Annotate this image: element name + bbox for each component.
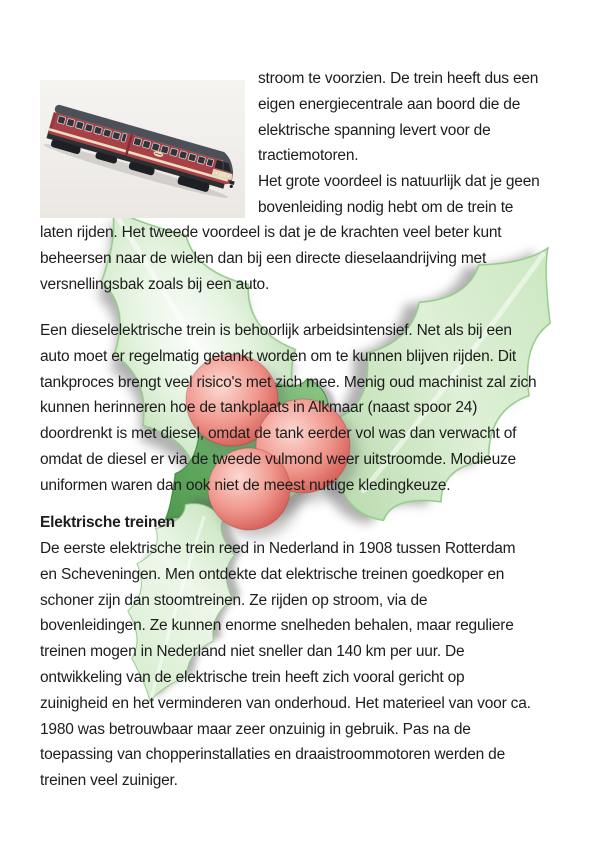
text-line: uniformen waren dan ook niet de meest nuttige kledingkeuze. bbox=[40, 476, 451, 494]
text-line: Het grote voordeel is natuurlijk dat je geen bbox=[258, 173, 540, 191]
text-line: bovenleidingen. Ze kunnen enorme snelheden behalen, maar reguliere bbox=[40, 617, 514, 635]
text-line: zuinigheid en het verminderen van onderhoud. Het materieel van voor ca. bbox=[40, 694, 531, 712]
text-line: De eerste elektrische trein reed in Nederland in 1908 tussen Rotterdam bbox=[40, 540, 516, 557]
text-line: stroom te voorzien. De trein heeft dus een bbox=[258, 70, 539, 87]
section-heading: Elektrische treinen bbox=[40, 514, 175, 531]
text-line: treinen veel zuiniger. bbox=[40, 772, 178, 790]
text-line: treinen mogen in Nederland niet sneller dan 140 km per uur. De bbox=[40, 643, 465, 661]
text-line: doordrenkt is met diesel, omdat de tank eerder vol was dan verwacht of bbox=[40, 425, 517, 443]
text-line: versnellingsbak zoals bij een auto. bbox=[40, 275, 270, 293]
text-line: bovenleiding nodig hebt om de trein te bbox=[258, 198, 514, 216]
text-line: toepassing van chopperinstallaties en draaistroommotoren werden de bbox=[40, 746, 505, 764]
text-line: 1980 was betrouwbaar maar zeer onzuinig in gebruik. Pas na de bbox=[40, 720, 471, 738]
train-photo bbox=[40, 80, 245, 218]
text-line: en Scheveningen. Men ontdekte dat elektrische treinen goedkoper en bbox=[40, 565, 505, 583]
paragraph-diesel bbox=[40, 318, 536, 499]
intro-paragraph-continued bbox=[40, 220, 501, 297]
text-line: elektrische spanning levert voor de bbox=[258, 121, 491, 139]
text-line: kunnen herinneren hoe de tankplaats in Alkmaar (naast spoor 24) bbox=[40, 399, 478, 417]
text-line: Een dieselelektrische trein is behoorlijk arbeidsintensief. Net als bij een bbox=[40, 322, 512, 339]
text-line: ontwikkeling van de elektrische trein heeft zich vooral gericht op bbox=[40, 668, 465, 686]
paragraph-electric bbox=[40, 536, 531, 794]
text-line: auto moet er regelmatig getankt worden om te kunnen blijven rijden. Dit bbox=[40, 347, 517, 365]
text-line: schoner zijn dan stoomtreinen. Ze rijden op stroom, via de bbox=[40, 591, 428, 609]
intro-paragraph-beside-image bbox=[258, 66, 540, 221]
text-line: laten rijden. Het tweede voordeel is dat je de krachten veel beter kunt bbox=[40, 224, 502, 241]
text-line: tractiemotoren. bbox=[258, 147, 359, 165]
text-line: omdat de diesel er via de tweede vulmond weer uitstroomde. Modieuze bbox=[40, 450, 516, 468]
text-line: beheersen naar de wielen dan bij een directe dieselaandrijving met bbox=[40, 249, 487, 267]
text-line: tankproces brengt veel risico's met zich mee. Menig oud machinist zal zich bbox=[40, 373, 537, 391]
text-line: eigen energiecentrale aan boord die de bbox=[258, 95, 521, 113]
